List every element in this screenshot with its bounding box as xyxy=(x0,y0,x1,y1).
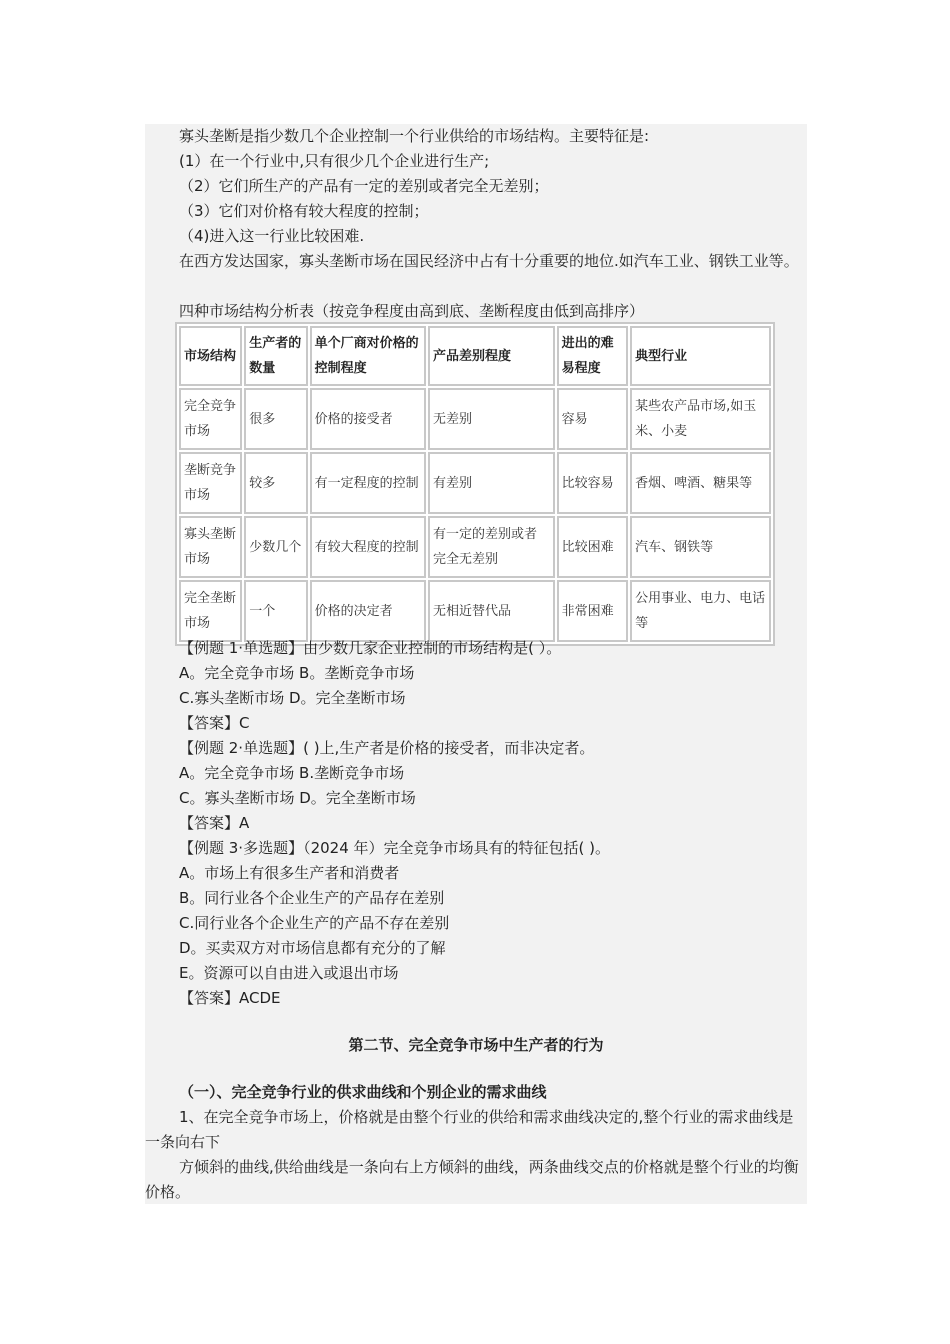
table-header: 进出的难易程度 xyxy=(557,326,628,386)
example-1-answer: 【答案】C xyxy=(179,714,250,732)
example-2-answer: 【答案】A xyxy=(179,814,250,832)
example-3-question: 【例题 3·多选题】（2024 年）完全竞争市场具有的特征包括( )。 xyxy=(179,839,610,857)
table-cell: 非常困难 xyxy=(557,580,628,642)
table-cell: 较多 xyxy=(244,452,307,514)
table-cell: 少数几个 xyxy=(244,516,307,578)
table-row xyxy=(179,580,771,642)
table-cell: 有一定程度的控制 xyxy=(310,452,426,514)
example-3-answer: 【答案】ACDE xyxy=(179,989,281,1007)
example-3-option-a: A。市场上有很多生产者和消费者 xyxy=(179,864,400,882)
table-cell: 汽车、钢铁等 xyxy=(630,516,771,578)
table-cell: 某些农产品市场,如玉米、小麦 xyxy=(630,388,771,450)
feature-2: （2）它们所生产的产品有一定的差别或者完全无差别； xyxy=(179,177,549,195)
example-1-question: 【例题 1·单选题】由少数几家企业控制的市场结构是( ）。 xyxy=(179,639,562,657)
table-cell: 价格的决定者 xyxy=(310,580,426,642)
section-title: 第二节、完全竞争市场中生产者的行为 xyxy=(348,1036,604,1054)
table-header: 市场结构 xyxy=(179,326,242,386)
table-cell: 有差别 xyxy=(428,452,555,514)
table-cell: 寡头垄断市场 xyxy=(179,516,242,578)
table-cell: 有较大程度的控制 xyxy=(310,516,426,578)
table-header: 典型行业 xyxy=(630,326,771,386)
table-cell: 香烟、啤酒、糖果等 xyxy=(630,452,771,514)
section-paragraph-2: 方倾斜的曲线,供给曲线是一条向右上方倾斜的曲线，两条曲线交点的价格就是整个行业的均衡价格。 xyxy=(145,1158,799,1201)
table-cell: 比较困难 xyxy=(557,516,628,578)
table-cell: 价格的接受者 xyxy=(310,388,426,450)
example-2-options-cd: C。寡头垄断市场 D。完全垄断市场 xyxy=(179,789,416,807)
table-cell: 比较容易 xyxy=(557,452,628,514)
table-row xyxy=(179,516,771,578)
market-structure-table xyxy=(175,322,775,646)
table-row xyxy=(179,388,771,450)
example-3-option-b: B。同行业各个企业生产的产品存在差别 xyxy=(179,889,445,907)
example-3-option-d: D。买卖双方对市场信息都有充分的了解 xyxy=(179,939,446,957)
table-header: 生产者的数量 xyxy=(244,326,307,386)
example-1-options-cd: C.寡头垄断市场 D。完全垄断市场 xyxy=(179,689,406,707)
table-cell: 公用事业、电力、电话等 xyxy=(630,580,771,642)
table-header: 产品差别程度 xyxy=(428,326,555,386)
feature-1: (1）在一个行业中,只有很少几个企业进行生产; xyxy=(179,152,490,170)
example-2-options-ab: A。完全竞争市场 B.垄断竞争市场 xyxy=(179,764,405,782)
feature-3: （3）它们对价格有较大程度的控制； xyxy=(179,202,429,220)
table-cell: 垄断竞争市场 xyxy=(179,452,242,514)
table-cell: 容易 xyxy=(557,388,628,450)
section-paragraph-1: 1、在完全竞争市场上，价格就是由整个行业的供给和需求曲线决定的,整个行业的需求曲线是一条向右下 xyxy=(145,1108,794,1151)
feature-4: （4)进入这一行业比较困难. xyxy=(179,227,365,245)
table-row xyxy=(179,452,771,514)
table-cell: 有一定的差别或者完全无差别 xyxy=(428,516,555,578)
table-cell: 无相近替代品 xyxy=(428,580,555,642)
example-3-option-c: C.同行业各个企业生产的产品不存在差别 xyxy=(179,914,450,932)
western-countries-paragraph: 在西方发达国家，寡头垄断市场在国民经济中占有十分重要的地位.如汽车工业、钢铁工业等。 xyxy=(179,252,799,270)
table-cell: 完全垄断市场 xyxy=(179,580,242,642)
example-1-options-ab: A。完全竞争市场 B。垄断竞争市场 xyxy=(179,664,415,682)
table-caption: 四种市场结构分析表（按竞争程度由高到底、垄断程度由低到高排序） xyxy=(179,302,645,320)
table-cell: 完全竞争市场 xyxy=(179,388,242,450)
table-header-row xyxy=(179,326,771,386)
example-2-question: 【例题 2·单选题】( )上,生产者是价格的接受者，而非决定者。 xyxy=(179,739,595,757)
example-3-option-e: E。资源可以自由进入或退出市场 xyxy=(179,964,399,982)
oligopoly-definition: 寡头垄断是指少数几个企业控制一个行业供给的市场结构。主要特征是: xyxy=(179,127,650,145)
table-header: 单个厂商对价格的控制程度 xyxy=(310,326,426,386)
section-subtitle: （一）、完全竞争行业的供求曲线和个别企业的需求曲线 xyxy=(179,1083,547,1101)
table-cell: 无差别 xyxy=(428,388,555,450)
document-body xyxy=(145,124,807,1204)
table-cell: 一个 xyxy=(244,580,307,642)
table-cell: 很多 xyxy=(244,388,307,450)
